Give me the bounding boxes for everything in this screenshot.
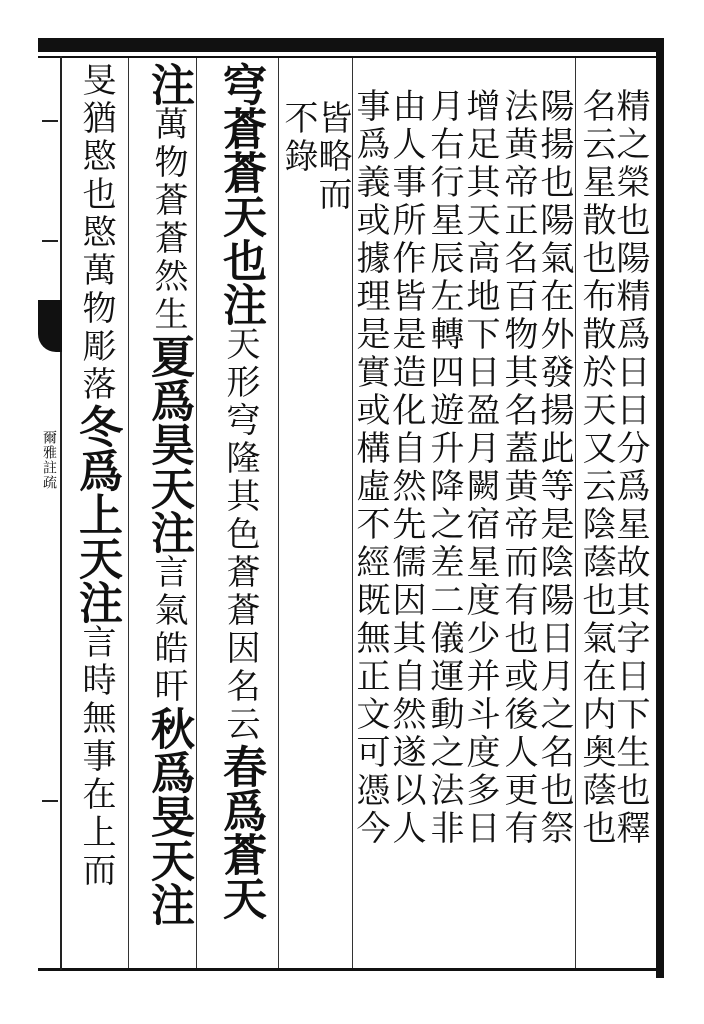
main-text-segment: 注 (71, 580, 122, 624)
main-text-segment: 注 (215, 282, 266, 326)
main-text-segment: 冬爲上天 (71, 404, 122, 580)
gutter-rule (60, 56, 62, 970)
commentary-text-segment: 法黄帝正名百物其名蓋黄帝而有也或後人更有 (498, 88, 538, 848)
main-text-segment: 注 (143, 510, 194, 554)
commentary-text-segment: 增足其天高地下日盈月闕宿星度少并斗度多日 (460, 88, 500, 848)
commentary-text-segment: 由人事所作皆是造化自然先儒因其自然遂以人 (386, 88, 426, 848)
frame-border-top (38, 38, 664, 52)
commentary-text-segment: 言氣皓旰 (148, 554, 188, 706)
frame-border-bottom (38, 968, 664, 971)
text-column-c4 (500, 88, 536, 848)
text-column-c9 (314, 100, 350, 214)
text-column-c7 (388, 88, 424, 848)
column-rule (278, 58, 279, 968)
text-column-c2 (578, 88, 614, 848)
text-column-c3 (536, 88, 572, 848)
text-column-c12 (143, 62, 194, 926)
text-column-c6 (426, 88, 462, 848)
commentary-text-segment: 旻猶愍也愍萬物彫落 (76, 62, 116, 404)
text-column-c5 (462, 88, 498, 848)
main-text-segment: 秋爲旻天 (143, 706, 194, 882)
gutter-tick (42, 800, 58, 802)
commentary-text-segment: 天形穹隆其色蒼蒼因名云 (220, 326, 260, 744)
fishtail-mark (38, 300, 62, 352)
commentary-text-segment: 事爲義或據理是實或構虛不經既無正文可憑今 (350, 88, 390, 848)
commentary-text-segment: 言時無事在上而 (76, 624, 116, 890)
main-text-segment: 春爲蒼天 (215, 744, 266, 920)
commentary-text-segment: 不錄 (278, 100, 318, 176)
text-column-c8 (352, 88, 388, 848)
frame-inner-rule (38, 56, 656, 58)
commentary-text-segment: 名云星散也布散於天又云陰蔭也氣在内奥蔭也 (576, 88, 616, 848)
book-title-label: 爾雅註疏 (41, 430, 57, 490)
commentary-text-segment: 月右行星辰左轉四遊升降之差二儀運動之法非 (424, 88, 464, 848)
commentary-text-segment: 皆略而 (312, 100, 352, 214)
text-column-c10 (280, 100, 316, 176)
frame-border-right (656, 38, 664, 978)
commentary-text-segment: 陽揚也陽氣在外發揚此等是陰陽日月之名也祭 (534, 88, 574, 848)
column-rule (128, 58, 129, 968)
main-text-segment: 穹蒼蒼天也 (215, 62, 266, 282)
commentary-text-segment: 萬物蒼蒼然生 (148, 106, 188, 334)
text-column-c1 (612, 88, 648, 848)
main-text-segment: 夏爲昊天 (143, 334, 194, 510)
main-text-segment: 注 (143, 62, 194, 106)
main-text-segment: 注 (143, 882, 194, 926)
commentary-text-segment: 精之榮也陽精爲日日分爲星故其字日下生也釋 (610, 88, 650, 848)
text-column-c13 (71, 62, 122, 890)
gutter-tick (42, 120, 58, 122)
gutter-tick (42, 240, 58, 242)
text-column-c11 (215, 62, 266, 920)
column-rule (196, 58, 197, 968)
